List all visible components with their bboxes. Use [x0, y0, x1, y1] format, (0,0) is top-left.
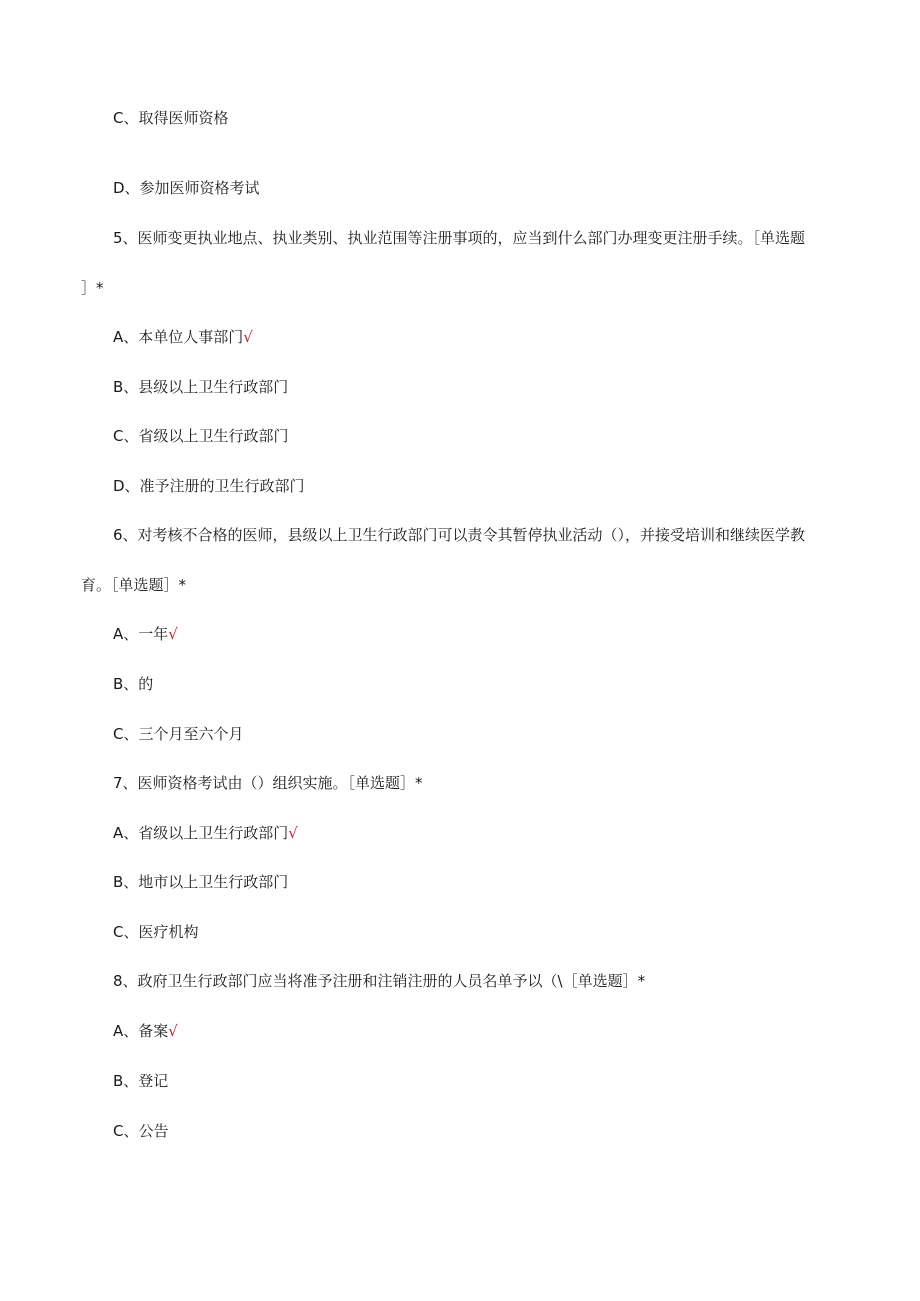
question-5: 5、医师变更执业地点、执业类别、执业范围等注册事项的，应当到什么部门办理变更注册手续。［单选题 — [113, 229, 806, 247]
question-8: 8、政府卫生行政部门应当将准予注册和注销注册的人员名单予以（\［单选题］* — [113, 972, 646, 990]
correct-check-mark: √ — [243, 328, 253, 346]
option-a-q7: A、省级以上卫生行政部门√ — [113, 824, 298, 842]
question-6: 6、对考核不合格的医师，县级以上卫生行政部门可以责令其暂停执业活动（），并接受培训和继续医学教 — [113, 526, 806, 544]
option-c-q4: C、取得医师资格 — [113, 109, 229, 127]
correct-check-mark: √ — [168, 625, 178, 643]
option-c-q7: C、医疗机构 — [113, 923, 199, 941]
question-6-continuation: 育。［单选题］* — [81, 576, 187, 594]
option-b-q7: B、地市以上卫生行政部门 — [113, 873, 289, 891]
question-5-continuation: ］* — [81, 279, 104, 297]
option-c-q8: C、公告 — [113, 1122, 169, 1140]
correct-check-mark: √ — [168, 1022, 178, 1040]
correct-check-mark: √ — [288, 824, 298, 842]
option-d-q5: D、准予注册的卫生行政部门 — [113, 477, 305, 495]
option-b-q6: B、的 — [113, 675, 154, 693]
option-c-q6: C、三个月至六个月 — [113, 725, 244, 743]
question-7: 7、医师资格考试由（）组织实施。［单选题］* — [113, 774, 423, 792]
option-a-q6: A、一年√ — [113, 625, 178, 643]
option-b-q5: B、县级以上卫生行政部门 — [113, 378, 289, 396]
option-b-q8: B、登记 — [113, 1072, 169, 1090]
option-d-q4: D、参加医师资格考试 — [113, 179, 260, 197]
option-a-q8: A、备案√ — [113, 1022, 178, 1040]
option-c-q5: C、省级以上卫生行政部门 — [113, 427, 289, 445]
option-a-q5: A、本单位人事部门√ — [113, 328, 253, 346]
